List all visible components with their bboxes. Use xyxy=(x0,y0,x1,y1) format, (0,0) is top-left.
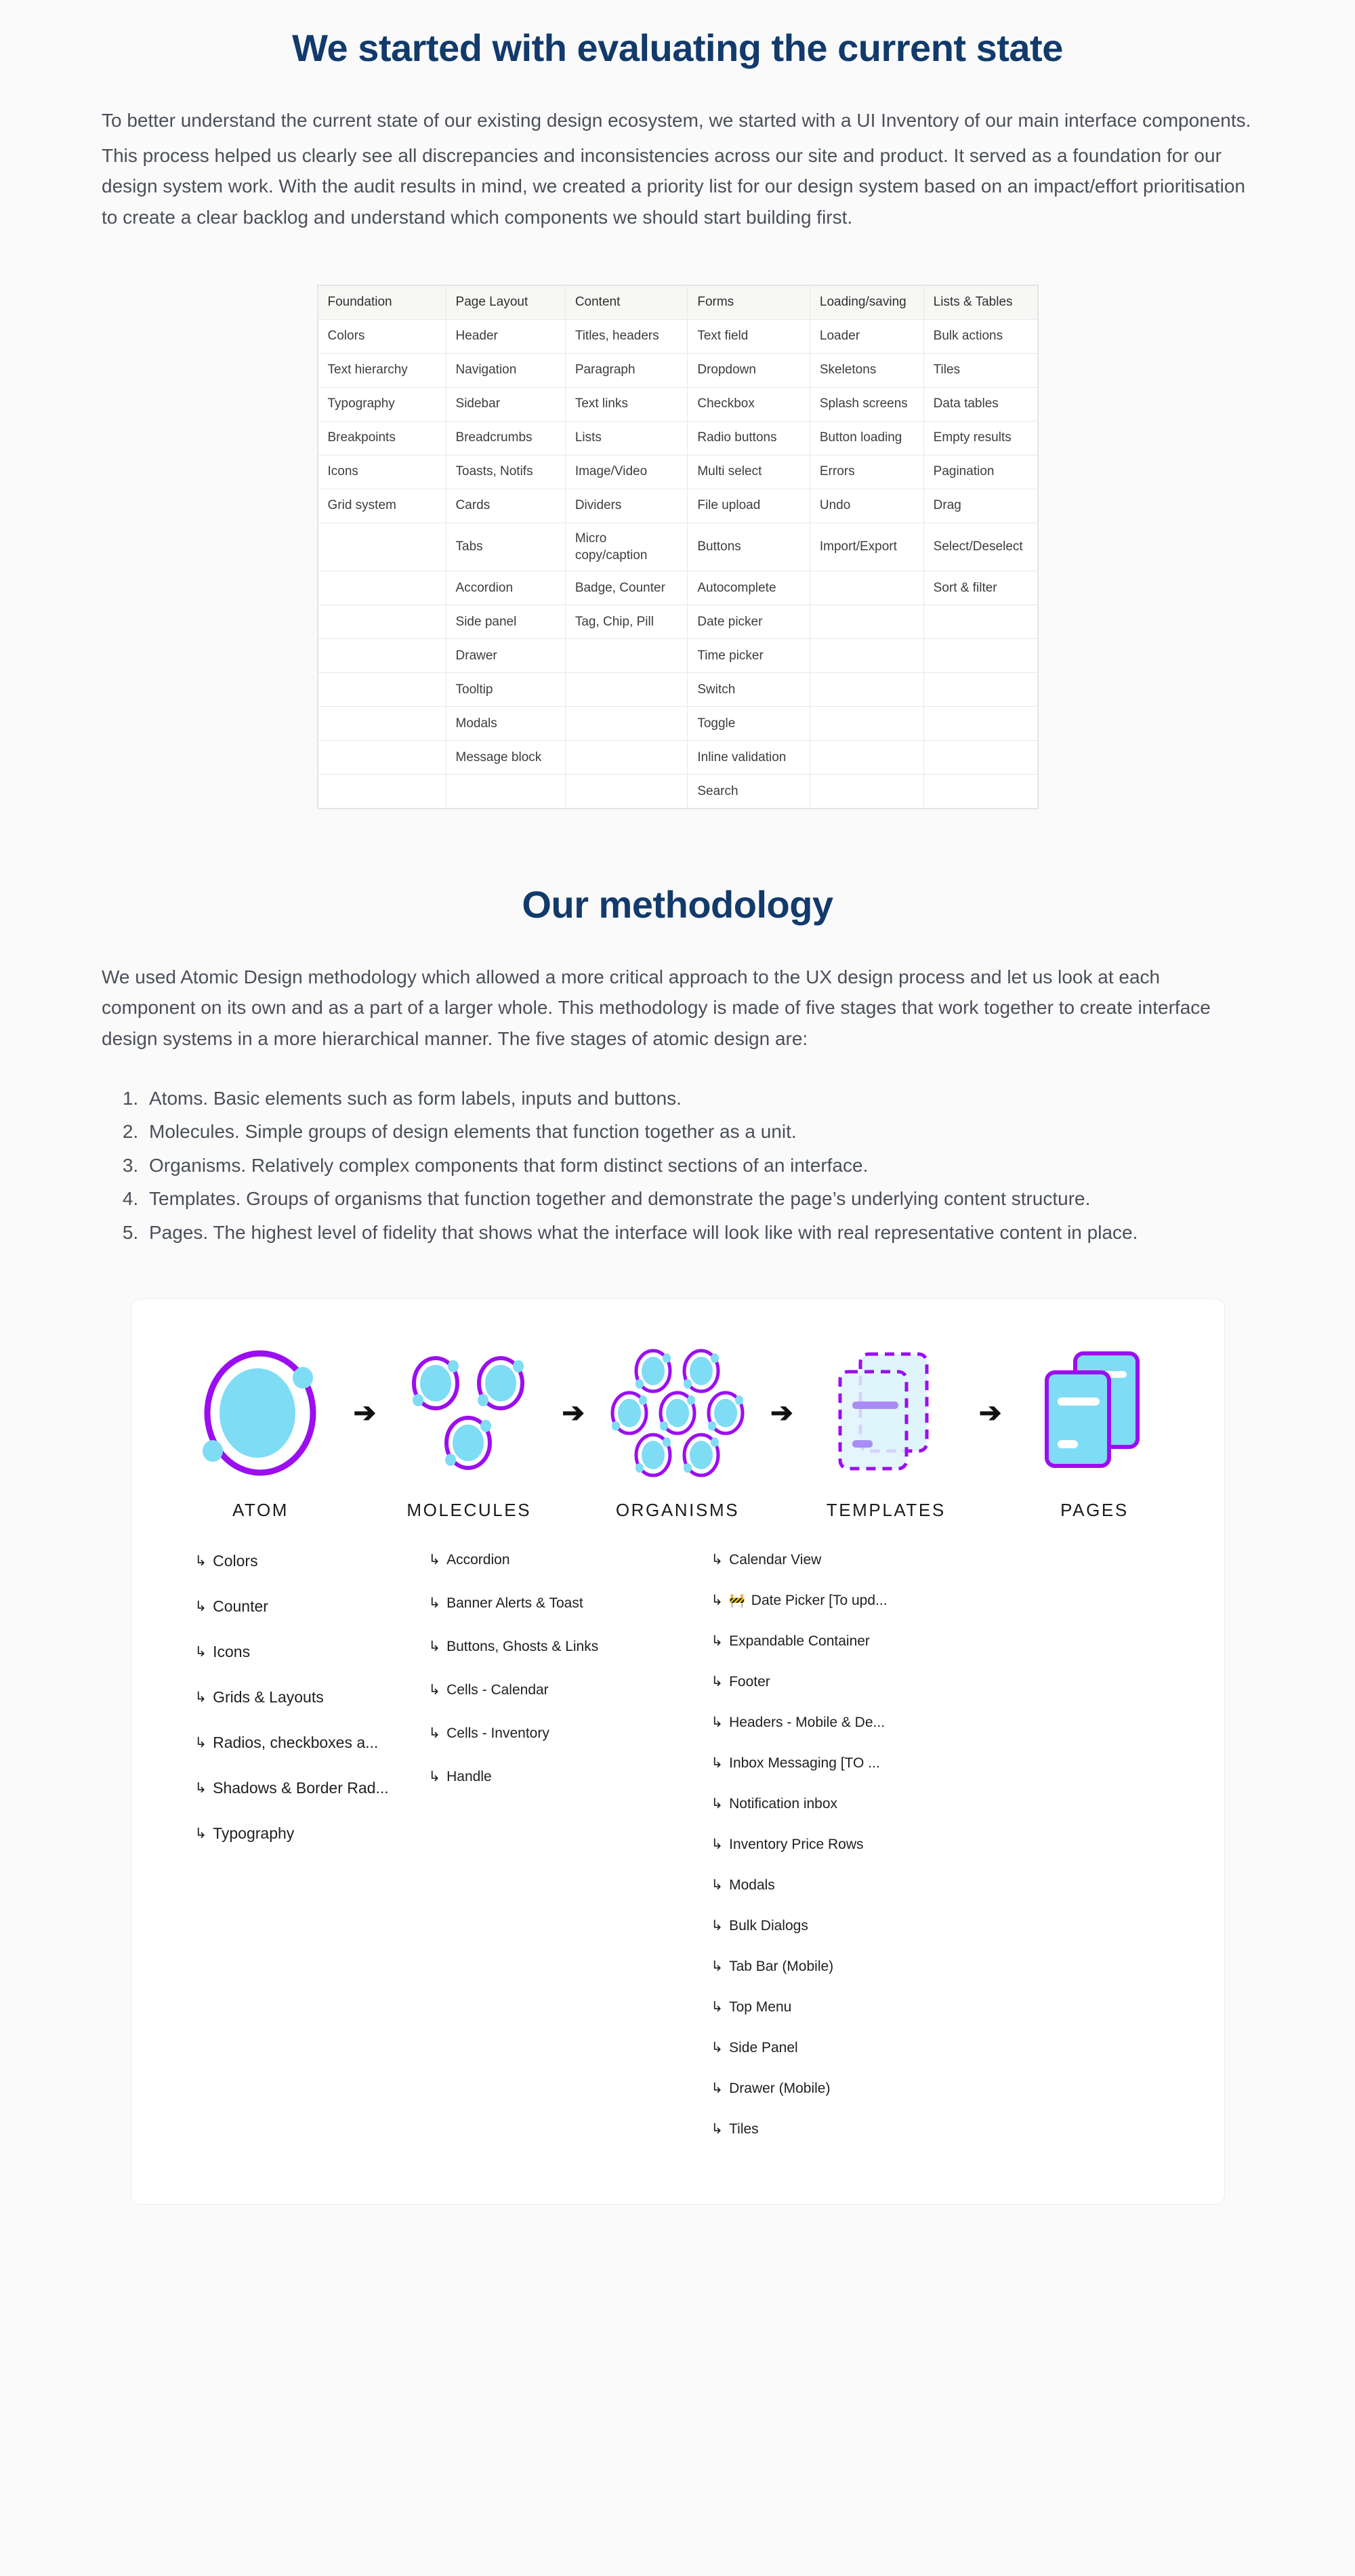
current-state-paragraph-2: This process helped us clearly see all discrepancies and inconsistencies across our site and product. It served as a foundation for our design system work. With the audit results in mind, we created a priority list for our design system based on an impact/effort prioritisation to create a clear backlog and understand which components we should start building first. xyxy=(102,144,1245,228)
component-list-item-label: Modals xyxy=(729,1877,775,1893)
arrow-turn-down-right-icon: ↳ xyxy=(194,1598,207,1614)
table-cell: Time picker xyxy=(688,638,810,672)
component-list-item[interactable] xyxy=(711,2040,1008,2056)
organisms-component-list xyxy=(696,1552,1008,2162)
component-list-item-label: Date Picker [To upd... xyxy=(751,1592,888,1608)
component-list-item[interactable] xyxy=(195,1597,412,1616)
table-cell: File upload xyxy=(688,489,810,523)
table-cell xyxy=(923,672,1037,706)
table-cell: Multi select xyxy=(688,455,810,489)
table-cell xyxy=(810,706,923,740)
table-cell: Micro copy/caption xyxy=(565,523,688,571)
table-cell: Breakpoints xyxy=(318,421,446,455)
table-row xyxy=(318,605,1037,638)
component-list-item-label: Top Menu xyxy=(729,1999,792,2015)
table-cell xyxy=(318,605,446,638)
table-cell: Errors xyxy=(810,455,923,489)
table-cell: Import/Export xyxy=(810,523,923,571)
component-list-item[interactable] xyxy=(711,2121,1008,2138)
table-row xyxy=(318,672,1037,706)
component-list-item-label: Radios, checkboxes a... xyxy=(213,1733,379,1751)
table-cell: Paragraph xyxy=(565,353,688,387)
table-cell: Date picker xyxy=(688,605,810,638)
component-list-item[interactable] xyxy=(711,1796,1008,1812)
arrow-turn-down-right-icon: ↳ xyxy=(711,2121,724,2138)
table-cell: Lists xyxy=(565,421,688,455)
table-cell: Cards xyxy=(446,489,565,523)
component-list-item[interactable] xyxy=(195,1824,412,1843)
component-list-item[interactable] xyxy=(711,1755,1008,1772)
table-cell: Modals xyxy=(446,706,565,740)
arrow-turn-down-right-icon: ↳ xyxy=(428,1725,441,1742)
component-list-item[interactable] xyxy=(195,1688,412,1706)
component-list-item[interactable] xyxy=(195,1643,412,1661)
table-cell: Tiles xyxy=(923,353,1037,387)
arrow-turn-down-right-icon: ↳ xyxy=(194,1734,207,1751)
component-list-item-label: Inventory Price Rows xyxy=(729,1836,864,1852)
table-cell: Typography xyxy=(318,387,446,421)
organisms-icon xyxy=(593,1338,762,1488)
component-list-item-label: Footer xyxy=(729,1673,770,1690)
component-list-item[interactable] xyxy=(711,1837,1008,1853)
component-list-item-label: Notification inbox xyxy=(729,1795,838,1812)
table-row xyxy=(318,571,1037,605)
component-list-item[interactable] xyxy=(429,1639,696,1655)
arrow-turn-down-right-icon: ↳ xyxy=(711,1837,724,1853)
table-cell xyxy=(318,638,446,672)
component-list-item-label: Icons xyxy=(213,1642,251,1660)
table-cell xyxy=(565,774,688,808)
arrow-turn-down-right-icon: ↳ xyxy=(711,2040,724,2056)
table-cell xyxy=(318,774,446,808)
molecules-component-list xyxy=(412,1552,696,1812)
component-list-item[interactable] xyxy=(711,1877,1008,1894)
table-cell: Skeletons xyxy=(810,353,923,387)
table-cell xyxy=(318,523,446,571)
component-list-item[interactable] xyxy=(711,1715,1008,1731)
table-cell xyxy=(318,571,446,605)
table-cell: Radio buttons xyxy=(688,421,810,455)
list-item: 5. Pages. The highest level of fidelity that shows what the interface will look like with real representative content in place. xyxy=(144,1217,1253,1248)
component-list-item[interactable] xyxy=(711,1999,1008,2016)
page-title-methodology: Our methodology xyxy=(522,882,833,926)
table-cell: Checkbox xyxy=(688,387,810,421)
component-list-item[interactable] xyxy=(429,1552,696,1568)
component-list-item-label: Counter xyxy=(213,1597,268,1615)
list-item: 1. Atoms. Basic elements such as form labels, inputs and buttons. xyxy=(144,1083,1253,1114)
table-cell: Titles, headers xyxy=(565,319,688,353)
table-column-header: Forms xyxy=(688,285,810,319)
table-row xyxy=(318,489,1037,523)
ui-inventory-table-wrapper xyxy=(317,285,1039,809)
table-cell: Image/Video xyxy=(565,455,688,489)
templates-icon xyxy=(801,1338,971,1488)
arrow-turn-down-right-icon: ↳ xyxy=(711,1633,724,1650)
table-column-header: Foundation xyxy=(318,285,446,319)
table-row xyxy=(318,387,1037,421)
component-list-item-label: Cells - Calendar xyxy=(446,1681,549,1698)
arrow-turn-down-right-icon: ↳ xyxy=(428,1769,441,1785)
arrow-turn-down-right-icon: ↳ xyxy=(428,1682,441,1698)
table-cell xyxy=(923,605,1037,638)
component-list-item[interactable] xyxy=(195,1552,412,1570)
table-cell: Grid system xyxy=(318,489,446,523)
atom-icon xyxy=(176,1338,346,1488)
atoms-component-list xyxy=(168,1552,412,1870)
component-list-item-label: Drawer (Mobile) xyxy=(729,2080,831,2096)
table-cell: Drawer xyxy=(446,638,565,672)
table-cell: Text links xyxy=(565,387,688,421)
atomic-stages-list xyxy=(102,1083,1253,1248)
component-list-item[interactable] xyxy=(711,1633,1008,1650)
table-cell xyxy=(565,672,688,706)
stage-label-organisms: ORGANISMS xyxy=(615,1499,740,1520)
table-cell: Badge, Counter xyxy=(565,571,688,605)
table-cell xyxy=(446,774,565,808)
list-item: 3. Organisms. Relatively complex components that form distinct sections of an interface. xyxy=(144,1150,1253,1181)
arrow-right-icon-3: ➔ xyxy=(770,1397,793,1428)
table-cell: Data tables xyxy=(923,387,1037,421)
component-list-item-label: Side Panel xyxy=(729,2039,798,2056)
component-columns xyxy=(163,1521,1193,2169)
table-row xyxy=(318,421,1037,455)
arrow-turn-down-right-icon: ↳ xyxy=(711,1999,724,2016)
atomic-stage-graphics-row xyxy=(163,1326,1193,1489)
atomic-stage-labels-row xyxy=(163,1489,1193,1521)
component-list-item-label: Colors xyxy=(213,1551,258,1570)
table-cell: Pagination xyxy=(923,455,1037,489)
page-title-current-state: We started with evaluating the current state xyxy=(292,26,1063,69)
arrow-right-icon-4: ➔ xyxy=(978,1397,1002,1428)
table-row xyxy=(318,523,1037,571)
table-cell xyxy=(810,672,923,706)
table-cell: Side panel xyxy=(446,605,565,638)
component-list-item[interactable] xyxy=(195,1779,412,1797)
component-list-item-label: Inbox Messaging [TO ... xyxy=(729,1755,880,1771)
component-list-item-label: Expandable Container xyxy=(729,1633,870,1649)
ui-inventory-table xyxy=(318,285,1038,809)
component-list-item[interactable] xyxy=(195,1734,412,1752)
list-item: 4. Templates. Groups of organisms that function together and demonstrate the page’s underlying content structure. xyxy=(144,1183,1253,1214)
table-cell: Drag xyxy=(923,489,1037,523)
table-cell: Autocomplete xyxy=(688,571,810,605)
table-cell: Inline validation xyxy=(688,740,810,774)
table-cell xyxy=(810,774,923,808)
table-cell: Navigation xyxy=(446,353,565,387)
arrow-turn-down-right-icon: ↳ xyxy=(194,1780,207,1796)
stage-label-templates: TEMPLATES xyxy=(826,1499,946,1520)
component-list-item[interactable] xyxy=(711,1593,1008,1609)
current-state-paragraph-1: To better understand the current state of our existing design ecosystem, we started with a UI Inventory of our main interface components. xyxy=(102,110,1251,131)
table-cell: Text field xyxy=(688,319,810,353)
arrow-turn-down-right-icon: ↳ xyxy=(711,1593,724,1609)
component-list-item[interactable] xyxy=(429,1595,696,1612)
table-cell: Tooltip xyxy=(446,672,565,706)
table-column-header: Page Layout xyxy=(446,285,565,319)
arrow-right-icon-2: ➔ xyxy=(562,1397,585,1428)
component-list-item-label: Bulk Dialogs xyxy=(729,1917,808,1934)
arrow-turn-down-right-icon: ↳ xyxy=(711,1959,724,1975)
table-column-header: Content xyxy=(565,285,688,319)
arrow-turn-down-right-icon: ↳ xyxy=(194,1553,207,1569)
component-list-item-label: Tab Bar (Mobile) xyxy=(729,1958,834,1974)
table-cell: Colors xyxy=(318,319,446,353)
arrow-turn-down-right-icon: ↳ xyxy=(428,1552,441,1568)
component-list-item-label: Tiles xyxy=(729,2121,759,2137)
table-cell: Tag, Chip, Pill xyxy=(565,605,688,638)
table-cell: Loader xyxy=(810,319,923,353)
arrow-turn-down-right-icon: ↳ xyxy=(194,1689,207,1705)
table-cell: Toasts, Notifs xyxy=(446,455,565,489)
stage-label-atom: ATOM xyxy=(232,1499,289,1520)
table-cell: Text hierarchy xyxy=(318,353,446,387)
table-row xyxy=(318,353,1037,387)
component-list-item-label: Grids & Layouts xyxy=(213,1688,324,1706)
arrow-turn-down-right-icon: ↳ xyxy=(711,1918,724,1934)
component-list-item[interactable] xyxy=(429,1769,696,1785)
component-list-item-label: Accordion xyxy=(446,1551,510,1568)
table-cell xyxy=(810,605,923,638)
arrow-turn-down-right-icon: ↳ xyxy=(711,1796,724,1812)
table-cell: Empty results xyxy=(923,421,1037,455)
arrow-turn-down-right-icon: ↳ xyxy=(428,1639,441,1655)
stage-label-pages: PAGES xyxy=(1060,1499,1129,1520)
table-cell: Bulk actions xyxy=(923,319,1037,353)
current-state-copy xyxy=(102,105,1253,233)
table-cell: Header xyxy=(446,319,565,353)
arrow-turn-down-right-icon: ↳ xyxy=(711,2081,724,2097)
table-cell: Breadcrumbs xyxy=(446,421,565,455)
component-list-item[interactable] xyxy=(711,1674,1008,1690)
table-cell: Accordion xyxy=(446,571,565,605)
table-cell: Switch xyxy=(688,672,810,706)
arrow-turn-down-right-icon: ↳ xyxy=(194,1825,207,1841)
table-row xyxy=(318,740,1037,774)
arrow-turn-down-right-icon: ↳ xyxy=(711,1755,724,1772)
arrow-right-icon-1: ➔ xyxy=(353,1397,377,1428)
pages-icon xyxy=(1010,1338,1180,1488)
methodology-copy xyxy=(102,962,1253,1055)
table-cell xyxy=(923,706,1037,740)
table-cell: Sort & filter xyxy=(923,571,1037,605)
molecules-icon xyxy=(384,1338,554,1488)
arrow-turn-down-right-icon: ↳ xyxy=(428,1595,441,1612)
table-cell: Select/Deselect xyxy=(923,523,1037,571)
table-row xyxy=(318,638,1037,672)
table-cell: Splash screens xyxy=(810,387,923,421)
table-cell: Buttons xyxy=(688,523,810,571)
component-list-item-label: Cells - Inventory xyxy=(446,1725,549,1741)
table-cell: Icons xyxy=(318,455,446,489)
table-row xyxy=(318,774,1037,808)
methodology-paragraph-1: We used Atomic Design methodology which allowed a more critical approach to the UX design process and let us look at each component on its own and as a part of a larger whole. This methodology is made of five stages that work together to create interface design systems in a more hierarchical manner. The five stages of atomic design are: xyxy=(102,966,1211,1049)
arrow-turn-down-right-icon: ↳ xyxy=(711,1674,724,1690)
component-list-item-label: Shadows & Border Rad... xyxy=(213,1778,389,1797)
table-cell xyxy=(810,638,923,672)
arrow-turn-down-right-icon: ↳ xyxy=(711,1877,724,1894)
table-cell: Tabs xyxy=(446,523,565,571)
table-column-header: Lists & Tables xyxy=(923,285,1037,319)
construction-icon: 🚧 xyxy=(729,1593,745,1608)
component-list-item[interactable] xyxy=(711,1959,1008,1975)
table-body xyxy=(318,319,1037,808)
table-header-row xyxy=(318,285,1037,319)
arrow-turn-down-right-icon: ↳ xyxy=(194,1643,207,1660)
table-cell xyxy=(318,672,446,706)
table-cell xyxy=(565,638,688,672)
table-cell xyxy=(810,571,923,605)
atomic-design-card xyxy=(131,1299,1225,2205)
component-list-item-label: Buttons, Ghosts & Links xyxy=(446,1638,599,1654)
table-column-header: Loading/saving xyxy=(810,285,923,319)
list-item: 2. Molecules. Simple groups of design elements that function together as a unit. xyxy=(144,1116,1253,1147)
table-cell: Dividers xyxy=(565,489,688,523)
arrow-turn-down-right-icon: ↳ xyxy=(711,1715,724,1731)
table-cell xyxy=(923,740,1037,774)
table-cell: Search xyxy=(688,774,810,808)
table-cell xyxy=(318,740,446,774)
component-list-item-label: Banner Alerts & Toast xyxy=(446,1595,583,1611)
table-cell xyxy=(565,740,688,774)
table-cell xyxy=(565,706,688,740)
component-list-item[interactable] xyxy=(711,2081,1008,2097)
component-list-item[interactable] xyxy=(429,1725,696,1742)
table-cell xyxy=(923,774,1037,808)
table-cell xyxy=(318,706,446,740)
table-row xyxy=(318,319,1037,353)
stage-label-molecules: MOLECULES xyxy=(406,1499,532,1520)
component-list-item-label: Typography xyxy=(213,1824,295,1842)
arrow-turn-down-right-icon: ↳ xyxy=(711,1552,724,1568)
table-row xyxy=(318,455,1037,489)
table-cell xyxy=(923,638,1037,672)
component-list-item-label: Headers - Mobile & De... xyxy=(729,1714,885,1730)
table-cell xyxy=(810,740,923,774)
table-cell: Undo xyxy=(810,489,923,523)
table-row xyxy=(318,706,1037,740)
table-cell: Dropdown xyxy=(688,353,810,387)
table-cell: Message block xyxy=(446,740,565,774)
component-list-item[interactable] xyxy=(711,1918,1008,1934)
component-list-item-label: Handle xyxy=(446,1768,492,1784)
table-cell: Toggle xyxy=(688,706,810,740)
table-cell: Sidebar xyxy=(446,387,565,421)
component-list-item-label: Calendar View xyxy=(729,1551,822,1568)
component-list-item[interactable] xyxy=(711,1552,1008,1568)
table-cell: Button loading xyxy=(810,421,923,455)
component-list-item[interactable] xyxy=(429,1682,696,1698)
